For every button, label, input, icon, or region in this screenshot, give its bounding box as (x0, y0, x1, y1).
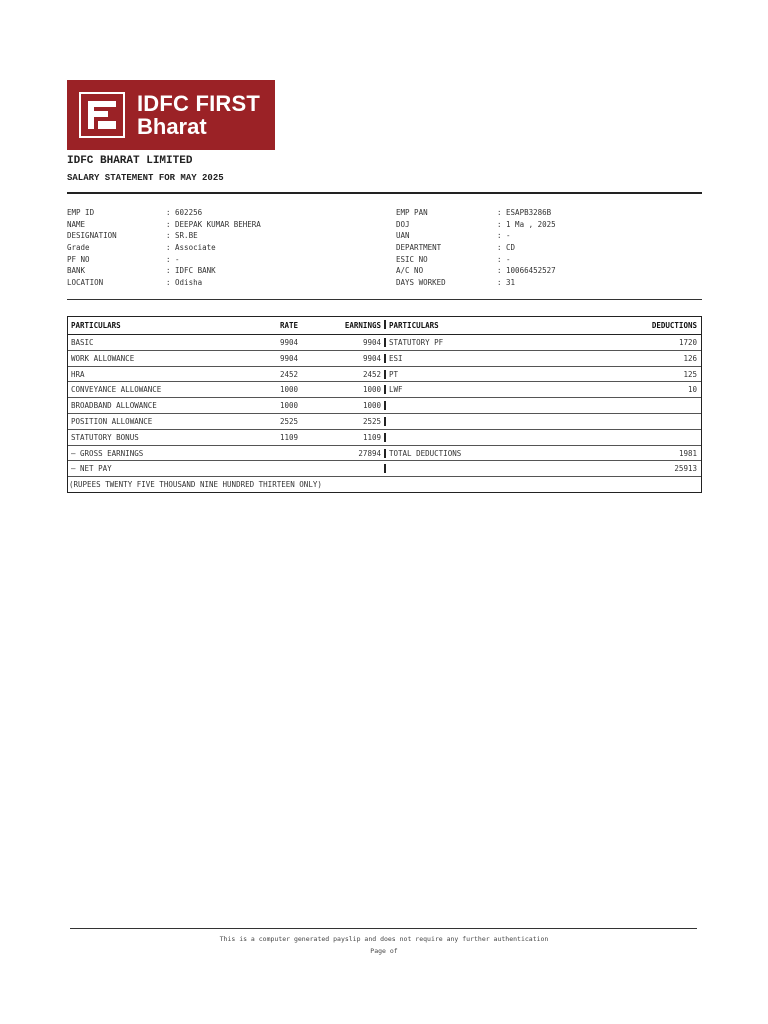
column-separator (384, 464, 386, 473)
deduction-particular: PT (389, 369, 399, 379)
info-row (67, 231, 702, 243)
earning-rate: 1000 (279, 401, 298, 411)
info-label: BANK (67, 266, 86, 276)
column-separator (384, 370, 386, 379)
info-value: : 1 Ma , 2025 (497, 219, 556, 229)
logo-line-2: Bharat (137, 114, 207, 139)
info-label: DOJ (396, 219, 410, 229)
header-particulars-2: PARTICULARS (389, 321, 439, 330)
info-value: : - (497, 231, 511, 241)
info-label: ESIC NO (396, 254, 428, 264)
earning-rate: 1109 (279, 432, 298, 442)
earning-rate: 1000 (279, 385, 298, 395)
info-value: : Associate (166, 243, 216, 253)
info-label: UAN (396, 231, 410, 241)
earning-particular: STATUTORY BONUS (71, 432, 139, 442)
earning-rate: 2452 (279, 369, 298, 379)
info-label: EMP ID (67, 208, 95, 217)
info-value: : - (166, 254, 180, 264)
info-label: PF NO (67, 254, 90, 264)
earning-amount: 9904 (362, 353, 381, 363)
header-earnings: EARNINGS (344, 321, 381, 330)
info-value: : Odisha (166, 278, 203, 288)
earning-rate: 9904 (279, 353, 298, 363)
total-deductions-amount: 1981 (678, 448, 697, 458)
column-separator (384, 385, 386, 394)
info-label: A/C NO (396, 266, 424, 276)
info-row (67, 220, 702, 232)
net-pay-label: — NET PAY (71, 464, 112, 474)
info-label: DEPARTMENT (396, 243, 442, 253)
info-label: DESIGNATION (67, 231, 117, 241)
info-value: : CD (497, 243, 516, 253)
earning-rate: 9904 (279, 338, 298, 347)
earning-amount: 1000 (362, 385, 381, 395)
header-deductions: DEDUCTIONS (651, 321, 697, 330)
column-separator (384, 401, 386, 410)
header-rate: RATE (279, 321, 298, 330)
table-row (68, 414, 701, 430)
info-label: NAME (67, 219, 86, 229)
idfc-logo-icon (79, 92, 125, 138)
footer-note: This is a computer generated payslip and does not require any further authentication (219, 935, 549, 943)
deduction-particular: LWF (389, 385, 403, 395)
info-value: : 31 (497, 278, 516, 288)
gross-earnings-amount: 27894 (358, 448, 381, 458)
column-separator (384, 417, 386, 426)
column-separator (384, 433, 386, 442)
info-value: : - (497, 254, 511, 264)
info-value: : SR.BE (166, 231, 198, 241)
info-value: : DEEPAK KUMAR BEHERA (166, 219, 261, 229)
column-separator (384, 354, 386, 363)
deduction-amount: 10 (687, 385, 697, 395)
info-row (67, 278, 702, 290)
info-label: Grade (67, 243, 90, 253)
table-row (68, 367, 701, 383)
gross-earnings-label: — GROSS EARNINGS (71, 448, 144, 458)
table-row (68, 398, 701, 414)
info-value: : IDFC BANK (166, 266, 216, 276)
deduction-particular: ESI (389, 353, 403, 363)
deduction-amount: 1720 (678, 338, 697, 347)
earning-particular: BROADBAND ALLOWANCE (71, 401, 157, 411)
earning-particular: HRA (71, 369, 85, 379)
earning-amount: 9904 (362, 338, 381, 347)
company-logo (67, 80, 275, 150)
info-label: LOCATION (67, 278, 104, 288)
table-header-row (68, 317, 701, 335)
salary-table (67, 316, 702, 493)
column-separator (384, 338, 386, 347)
amount-in-words: (RUPEES TWENTY FIVE THOUSAND NINE HUNDRED THIRTEEN ONLY) (69, 480, 322, 490)
info-row (67, 255, 702, 267)
gross-total-row (68, 446, 701, 462)
info-value: : ESAPB3286B (497, 208, 552, 217)
deduction-amount: 125 (683, 369, 697, 379)
earning-particular: CONVEYANCE ALLOWANCE (71, 385, 162, 395)
total-deductions-label: TOTAL DEDUCTIONS (389, 448, 462, 458)
deduction-amount: 126 (683, 353, 697, 363)
info-label: DAYS WORKED (396, 278, 446, 288)
earning-amount: 2452 (362, 369, 381, 379)
earning-rate: 2525 (279, 416, 298, 426)
column-separator (384, 320, 386, 329)
logo-line-1: IDFC FIRST (137, 91, 260, 116)
table-row (68, 382, 701, 398)
table-row (68, 430, 701, 446)
header-particulars: PARTICULARS (71, 321, 121, 330)
column-separator (384, 449, 386, 458)
table-row (68, 335, 701, 351)
info-value: : 602256 (166, 208, 203, 217)
earning-particular: WORK ALLOWANCE (71, 353, 135, 363)
net-pay-row (68, 461, 701, 477)
page-number: Page of (370, 947, 398, 955)
statement-title: SALARY STATEMENT FOR MAY 2025 (67, 173, 224, 183)
info-row (67, 266, 702, 278)
footer-divider (70, 928, 697, 929)
info-label: EMP PAN (396, 208, 428, 217)
earning-amount: 1109 (362, 432, 381, 442)
info-row (67, 208, 702, 220)
employee-info (67, 208, 702, 290)
company-name: IDFC BHARAT LIMITED (67, 155, 193, 167)
table-row (68, 351, 701, 367)
earning-particular: POSITION ALLOWANCE (71, 416, 153, 426)
net-pay-amount: 25913 (674, 464, 697, 474)
info-divider (67, 299, 702, 300)
info-value: : 10066452527 (497, 266, 556, 276)
earning-particular: BASIC (71, 338, 94, 347)
deduction-particular: STATUTORY PF (389, 338, 444, 347)
amount-in-words-row (68, 477, 701, 492)
earning-amount: 1000 (362, 401, 381, 411)
logo-wordmark (137, 92, 260, 138)
header-divider (67, 192, 702, 194)
earning-amount: 2525 (362, 416, 381, 426)
info-row (67, 243, 702, 255)
